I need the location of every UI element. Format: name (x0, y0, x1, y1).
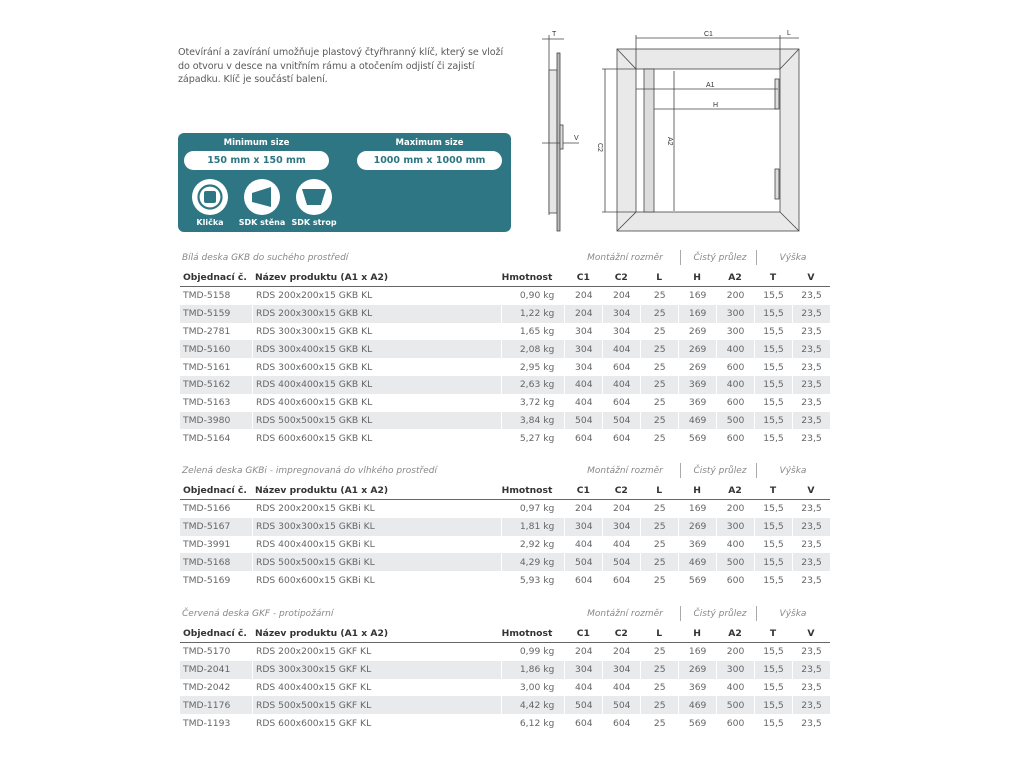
cell-t: 15,5 (754, 679, 792, 697)
cell-l: 25 (640, 679, 678, 697)
feature-wall-label: SDK stěna (238, 218, 286, 227)
col-a2: A2 (716, 481, 754, 500)
feature-ceiling (291, 179, 337, 227)
cell-order-number: TMD-5163 (183, 397, 231, 409)
cell-c1: 504 (564, 696, 602, 714)
section-header (180, 250, 830, 268)
cell-t: 15,5 (754, 500, 792, 518)
table-row (180, 696, 830, 714)
cell-c2: 204 (602, 500, 640, 518)
cell-c1: 304 (564, 661, 602, 679)
cell-a2: 600 (716, 714, 754, 732)
feature-ceiling-label: SDK strop (291, 218, 337, 227)
cell-h: 269 (678, 323, 716, 341)
section-header (180, 606, 830, 624)
table-row (180, 643, 830, 661)
col-t: T (754, 481, 792, 500)
section-gkbi (180, 463, 830, 589)
cell-v: 23,5 (792, 358, 830, 376)
cell-weight: 1,81 kg (501, 518, 564, 536)
cell-order-number: TMD-5166 (183, 503, 231, 515)
cell-order-number: TMD-2041 (180, 661, 252, 679)
col-nazev: Název produktu (A1 x A2) (252, 481, 501, 500)
cell-c1: 404 (564, 394, 602, 412)
group-cisty-prulez: Čistý průlez (693, 466, 747, 476)
cell-weight: 0,97 kg (501, 500, 564, 518)
cell-product-name: RDS 400x600x15 GKB KL (252, 394, 501, 412)
cell-product-name: RDS 500x500x15 GKBi KL (252, 553, 501, 571)
section-header (180, 463, 830, 481)
col-c2: C2 (602, 624, 640, 643)
cell-weight: 2,92 kg (501, 536, 564, 554)
col-c1: C1 (564, 481, 602, 500)
cell-product-name: RDS 300x600x15 GKB KL (252, 358, 501, 376)
cell-order-number: TMD-5158 (183, 290, 231, 302)
cell-h: 569 (678, 571, 716, 589)
feature-key (190, 179, 230, 227)
cell-v: 23,5 (792, 679, 830, 697)
cell-order-number: TMD-5160 (180, 340, 252, 358)
cell-c2: 404 (602, 376, 640, 394)
svg-text:V: V (574, 135, 579, 142)
cell-a2: 300 (716, 518, 754, 536)
cell-l: 25 (640, 323, 678, 341)
cell-h: 369 (678, 536, 716, 554)
size-spec-panel (178, 133, 511, 232)
cell-product-name: RDS 600x600x15 GKBi KL (252, 571, 501, 589)
col-c1: C1 (564, 268, 602, 287)
cell-a2: 500 (716, 412, 754, 430)
cell-product-name: RDS 300x300x15 GKBi KL (252, 518, 501, 536)
table-row (180, 518, 830, 536)
group-divider (680, 250, 681, 265)
cell-product-name: RDS 200x200x15 GKBi KL (252, 500, 501, 518)
col-h: H (678, 481, 716, 500)
cell-t: 15,5 (754, 376, 792, 394)
cell-order-number: TMD-5168 (180, 553, 252, 571)
svg-text:A2: A2 (666, 137, 673, 146)
cell-t: 15,5 (754, 661, 792, 679)
cell-c2: 304 (602, 305, 640, 323)
key-icon (192, 179, 228, 215)
cell-product-name: RDS 300x300x15 GKF KL (252, 661, 501, 679)
cell-weight: 3,72 kg (501, 394, 564, 412)
col-nazev: Název produktu (A1 x A2) (252, 268, 501, 287)
group-montazni-rozmer: Montážní rozměr (587, 253, 663, 263)
cell-a2: 200 (716, 643, 754, 661)
cell-order-number: TMD-5169 (183, 574, 231, 586)
col-c1: C1 (564, 624, 602, 643)
col-objednaci: Objednací č. (180, 268, 252, 287)
cell-c1: 604 (564, 429, 602, 447)
cell-h: 469 (678, 696, 716, 714)
cell-t: 15,5 (754, 518, 792, 536)
cell-product-name: RDS 200x200x15 GKB KL (252, 287, 501, 305)
svg-text:C2: C2 (596, 143, 603, 152)
cell-t: 15,5 (754, 287, 792, 305)
group-cisty-prulez: Čistý průlez (693, 253, 747, 263)
cell-h: 369 (678, 679, 716, 697)
product-table-gkbi (180, 481, 830, 589)
cell-c2: 404 (602, 340, 640, 358)
col-objednaci: Objednací č. (180, 624, 252, 643)
minimum-size-value: 150 mm x 150 mm (184, 151, 329, 170)
cell-order-number: TMD-1193 (183, 717, 231, 729)
cell-h: 169 (678, 643, 716, 661)
cell-a2: 300 (716, 305, 754, 323)
cell-weight: 1,22 kg (501, 305, 564, 323)
cell-weight: 6,12 kg (501, 714, 564, 732)
col-nazev: Název produktu (A1 x A2) (252, 624, 501, 643)
cell-v: 23,5 (792, 394, 830, 412)
cell-c2: 604 (602, 358, 640, 376)
cell-t: 15,5 (754, 394, 792, 412)
cell-a2: 500 (716, 696, 754, 714)
cell-v: 23,5 (792, 553, 830, 571)
cell-product-name: RDS 200x300x15 GKB KL (252, 305, 501, 323)
cell-l: 25 (640, 287, 678, 305)
svg-text:L: L (787, 30, 791, 37)
cell-c2: 604 (602, 394, 640, 412)
cell-l: 25 (640, 518, 678, 536)
cell-h: 369 (678, 376, 716, 394)
cell-c1: 604 (564, 714, 602, 732)
cell-t: 15,5 (754, 696, 792, 714)
cell-c1: 204 (564, 287, 602, 305)
table-row (180, 553, 830, 571)
cell-v: 23,5 (792, 340, 830, 358)
col-hmotnost: Hmotnost (501, 624, 564, 643)
table-row (180, 412, 830, 430)
maximum-size-value: 1000 mm x 1000 mm (357, 151, 502, 170)
cell-c2: 604 (602, 714, 640, 732)
cell-c2: 304 (602, 661, 640, 679)
cell-v: 23,5 (792, 287, 830, 305)
cell-t: 15,5 (754, 571, 792, 589)
table-row (180, 536, 830, 554)
group-divider (756, 250, 757, 265)
minimum-size-label: Minimum size (223, 138, 290, 148)
section-title: Bílá deska GKB do suchého prostředí (182, 253, 349, 263)
cell-weight: 2,08 kg (501, 340, 564, 358)
cell-a2: 600 (716, 571, 754, 589)
cell-c1: 304 (564, 323, 602, 341)
section-title: Červená deska GKF - protipožární (182, 609, 334, 619)
table-row (180, 287, 830, 305)
cell-c1: 404 (564, 679, 602, 697)
cell-l: 25 (640, 536, 678, 554)
cell-h: 469 (678, 553, 716, 571)
cell-order-number: TMD-1176 (180, 696, 252, 714)
cell-c1: 404 (564, 376, 602, 394)
cell-c2: 304 (602, 323, 640, 341)
col-a2: A2 (716, 624, 754, 643)
cell-h: 569 (678, 429, 716, 447)
cell-weight: 3,00 kg (501, 679, 564, 697)
cell-c1: 204 (564, 305, 602, 323)
cell-weight: 0,99 kg (501, 643, 564, 661)
cell-a2: 400 (716, 679, 754, 697)
cell-v: 23,5 (792, 429, 830, 447)
cell-order-number: TMD-5170 (183, 646, 231, 658)
cell-product-name: RDS 400x400x15 GKBi KL (252, 536, 501, 554)
table-row (180, 340, 830, 358)
table-row (180, 714, 830, 732)
svg-text:C1: C1 (704, 31, 713, 38)
cell-v: 23,5 (792, 571, 830, 589)
feature-icons (190, 179, 337, 227)
cell-v: 23,5 (792, 305, 830, 323)
cell-weight: 2,63 kg (501, 376, 564, 394)
group-divider (756, 463, 757, 478)
cell-product-name: RDS 500x500x15 GKB KL (252, 412, 501, 430)
cell-order-number: TMD-3980 (180, 412, 252, 430)
table-row (180, 394, 830, 412)
table-header-row (180, 268, 830, 287)
cell-c2: 604 (602, 571, 640, 589)
cell-t: 15,5 (754, 714, 792, 732)
cell-weight: 5,93 kg (501, 571, 564, 589)
cell-v: 23,5 (792, 412, 830, 430)
col-h: H (678, 268, 716, 287)
cell-l: 25 (640, 340, 678, 358)
cell-c2: 504 (602, 412, 640, 430)
table-row (180, 323, 830, 341)
cell-h: 269 (678, 358, 716, 376)
cell-l: 25 (640, 500, 678, 518)
product-table-gkb (180, 268, 830, 447)
cell-h: 469 (678, 412, 716, 430)
col-hmotnost: Hmotnost (501, 481, 564, 500)
svg-text:A1: A1 (706, 82, 715, 89)
col-c2: C2 (602, 268, 640, 287)
cell-weight: 2,95 kg (501, 358, 564, 376)
col-v: V (792, 624, 830, 643)
cell-a2: 200 (716, 500, 754, 518)
cell-a2: 300 (716, 661, 754, 679)
group-montazni-rozmer: Montážní rozměr (587, 466, 663, 476)
cell-v: 23,5 (792, 376, 830, 394)
cell-product-name: RDS 500x500x15 GKF KL (252, 696, 501, 714)
cell-t: 15,5 (754, 340, 792, 358)
cell-a2: 300 (716, 323, 754, 341)
ceiling-icon (296, 179, 332, 215)
section-gkf (180, 606, 830, 732)
cell-t: 15,5 (754, 536, 792, 554)
cell-t: 15,5 (754, 305, 792, 323)
cell-c2: 204 (602, 643, 640, 661)
cell-weight: 4,29 kg (501, 553, 564, 571)
cell-c1: 204 (564, 500, 602, 518)
group-vyska: Výška (779, 253, 807, 263)
cell-c2: 204 (602, 287, 640, 305)
col-t: T (754, 268, 792, 287)
cell-c1: 304 (564, 340, 602, 358)
cell-l: 25 (640, 358, 678, 376)
cell-v: 23,5 (792, 714, 830, 732)
cell-c2: 304 (602, 518, 640, 536)
col-h: H (678, 624, 716, 643)
cell-order-number: TMD-5167 (180, 518, 252, 536)
group-montazni-rozmer: Montážní rozměr (587, 609, 663, 619)
cell-c2: 404 (602, 536, 640, 554)
cell-v: 23,5 (792, 536, 830, 554)
col-l: L (640, 268, 678, 287)
col-a2: A2 (716, 268, 754, 287)
cell-order-number: TMD-2781 (183, 325, 231, 337)
cell-order-number: TMD-3991 (183, 538, 231, 550)
feature-key-label: Klička (196, 218, 224, 227)
table-row (180, 305, 830, 323)
cell-weight: 4,42 kg (501, 696, 564, 714)
cell-h: 269 (678, 518, 716, 536)
cell-c2: 404 (602, 679, 640, 697)
cell-l: 25 (640, 429, 678, 447)
cell-a2: 400 (716, 340, 754, 358)
cell-product-name: RDS 300x400x15 GKB KL (252, 340, 501, 358)
product-table-gkf (180, 624, 830, 732)
cell-c2: 604 (602, 429, 640, 447)
cell-t: 15,5 (754, 358, 792, 376)
cell-l: 25 (640, 714, 678, 732)
table-row (180, 376, 830, 394)
cell-order-number: TMD-5164 (183, 432, 231, 444)
cell-v: 23,5 (792, 323, 830, 341)
cell-c2: 504 (602, 696, 640, 714)
cell-v: 23,5 (792, 661, 830, 679)
group-vyska: Výška (779, 466, 807, 476)
cell-weight: 1,65 kg (501, 323, 564, 341)
cell-t: 15,5 (754, 323, 792, 341)
table-row (180, 500, 830, 518)
col-v: V (792, 268, 830, 287)
table-row (180, 429, 830, 447)
cell-c2: 504 (602, 553, 640, 571)
cell-v: 23,5 (792, 518, 830, 536)
table-row (180, 679, 830, 697)
minimum-size-block (184, 138, 329, 170)
side-view (542, 35, 579, 231)
cell-product-name: RDS 200x200x15 GKF KL (252, 643, 501, 661)
technical-drawing (530, 25, 815, 235)
section-gkb (180, 250, 830, 447)
cell-c1: 304 (564, 358, 602, 376)
group-divider (680, 463, 681, 478)
table-row (180, 358, 830, 376)
cell-c1: 304 (564, 518, 602, 536)
cell-h: 169 (678, 305, 716, 323)
cell-weight: 0,90 kg (501, 287, 564, 305)
cell-a2: 500 (716, 553, 754, 571)
cell-h: 169 (678, 287, 716, 305)
cell-l: 25 (640, 394, 678, 412)
maximum-size-label: Maximum size (395, 138, 464, 148)
section-title: Zelená deska GKBi - impregnovaná do vlhkého prostředí (182, 466, 437, 476)
cell-product-name: RDS 400x400x15 GKF KL (252, 679, 501, 697)
cell-a2: 600 (716, 429, 754, 447)
cell-weight: 3,84 kg (501, 412, 564, 430)
maximum-size-block (357, 138, 502, 170)
svg-text:T: T (552, 31, 557, 38)
cell-product-name: RDS 400x400x15 GKB KL (252, 376, 501, 394)
cell-order-number: TMD-5159 (180, 305, 252, 323)
cell-v: 23,5 (792, 696, 830, 714)
svg-text:H: H (713, 102, 719, 109)
cell-v: 23,5 (792, 643, 830, 661)
cell-weight: 5,27 kg (501, 429, 564, 447)
cell-l: 25 (640, 661, 678, 679)
table-header-row (180, 624, 830, 643)
table-row (180, 571, 830, 589)
cell-a2: 400 (716, 376, 754, 394)
cell-c1: 404 (564, 536, 602, 554)
cell-h: 169 (678, 500, 716, 518)
cell-h: 269 (678, 340, 716, 358)
cell-l: 25 (640, 376, 678, 394)
col-l: L (640, 481, 678, 500)
cell-c1: 504 (564, 412, 602, 430)
wall-icon (244, 179, 280, 215)
cell-product-name: RDS 600x600x15 GKF KL (252, 714, 501, 732)
col-l: L (640, 624, 678, 643)
cell-t: 15,5 (754, 643, 792, 661)
group-vyska: Výška (779, 609, 807, 619)
col-c2: C2 (602, 481, 640, 500)
cell-l: 25 (640, 553, 678, 571)
cell-l: 25 (640, 696, 678, 714)
col-v: V (792, 481, 830, 500)
group-divider (680, 606, 681, 621)
cell-a2: 200 (716, 287, 754, 305)
cell-product-name: RDS 600x600x15 GKB KL (252, 429, 501, 447)
feature-wall (238, 179, 286, 227)
cell-order-number: TMD-5161 (183, 361, 231, 373)
cell-h: 369 (678, 394, 716, 412)
cell-order-number: TMD-5162 (180, 376, 252, 394)
table-header-row (180, 481, 830, 500)
cell-v: 23,5 (792, 500, 830, 518)
cell-l: 25 (640, 305, 678, 323)
group-divider (756, 606, 757, 621)
col-hmotnost: Hmotnost (501, 268, 564, 287)
table-row (180, 661, 830, 679)
cell-c1: 204 (564, 643, 602, 661)
cell-l: 25 (640, 412, 678, 430)
intro-paragraph: Otevírání a zavírání umožňuje plastový čtyřhranný klíč, který se vloží do otvoru v desce na vnitřním rámu a otočením odjistí či zajistí západku. Klíč je součástí balení. (178, 47, 504, 85)
group-cisty-prulez: Čistý průlez (693, 609, 747, 619)
cell-product-name: RDS 300x300x15 GKB KL (252, 323, 501, 341)
cell-t: 15,5 (754, 412, 792, 430)
cell-h: 269 (678, 661, 716, 679)
cell-c1: 604 (564, 571, 602, 589)
cell-order-number: TMD-2042 (183, 681, 231, 693)
col-objednaci: Objednací č. (180, 481, 252, 500)
col-t: T (754, 624, 792, 643)
cell-c1: 504 (564, 553, 602, 571)
cell-t: 15,5 (754, 429, 792, 447)
cell-weight: 1,86 kg (501, 661, 564, 679)
cell-l: 25 (640, 643, 678, 661)
cell-l: 25 (640, 571, 678, 589)
cell-a2: 600 (716, 358, 754, 376)
cell-t: 15,5 (754, 553, 792, 571)
front-view (602, 35, 799, 231)
cell-h: 569 (678, 714, 716, 732)
cell-a2: 400 (716, 536, 754, 554)
cell-a2: 600 (716, 394, 754, 412)
